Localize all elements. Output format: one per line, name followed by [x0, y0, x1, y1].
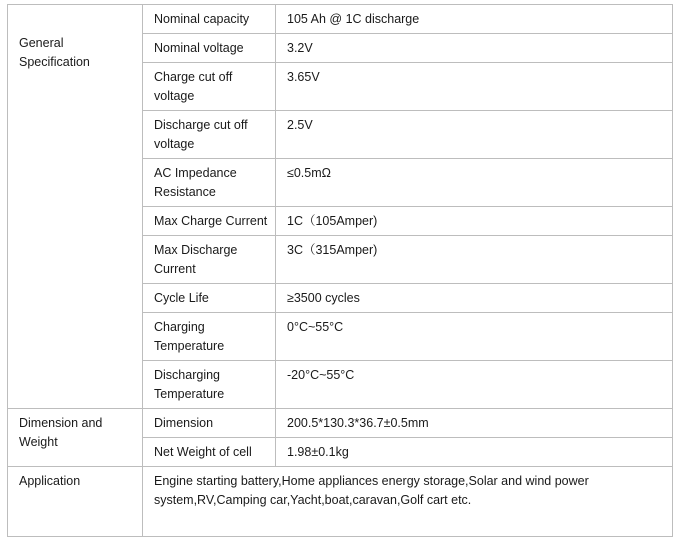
- row-label: Nominal capacity: [143, 5, 276, 34]
- application-text: Engine starting battery,Home appliances energy storage,Solar and wind power system,RV,Camping car,Yacht,boat,caravan,Golf cart etc.: [143, 467, 673, 537]
- row-value: 0°C~55°C: [276, 313, 673, 361]
- row-label: Net Weight of cell: [143, 438, 276, 467]
- row-value: 1C（105Amper): [276, 207, 673, 236]
- row-value: 200.5*130.3*36.7±0.5mm: [276, 409, 673, 438]
- row-label: Charging Temperature: [143, 313, 276, 361]
- group-general-specification: [8, 5, 143, 409]
- row-label: Nominal voltage: [143, 34, 276, 63]
- row-label: Max Discharge Current: [143, 236, 276, 284]
- row-value: 3C（315Amper): [276, 236, 673, 284]
- row-label: Discharging Temperature: [143, 361, 276, 409]
- row-label: AC Impedance Resistance: [143, 159, 276, 207]
- row-value: 3.65V: [276, 63, 673, 111]
- group-label: Application: [19, 474, 81, 488]
- row-value: -20°C~55°C: [276, 361, 673, 409]
- table-row: [8, 5, 673, 34]
- row-label: Dimension: [143, 409, 276, 438]
- row-value: 2.5V: [276, 111, 673, 159]
- row-value: ≤0.5mΩ: [276, 159, 673, 207]
- row-value: 1.98±0.1kg: [276, 438, 673, 467]
- table-row: [8, 409, 673, 438]
- row-value: ≥3500 cycles: [276, 284, 673, 313]
- group-label: General Specification: [19, 36, 90, 69]
- group-dimension-and-weight: [8, 409, 143, 467]
- group-label: Dimension and Weight: [19, 416, 103, 449]
- specification-table: [7, 4, 673, 537]
- table-row: [8, 467, 673, 537]
- row-label: Discharge cut off voltage: [143, 111, 276, 159]
- group-application: [8, 467, 143, 537]
- row-value: 3.2V: [276, 34, 673, 63]
- row-value: 105 Ah @ 1C discharge: [276, 5, 673, 34]
- row-label: Max Charge Current: [143, 207, 276, 236]
- row-label: Charge cut off voltage: [143, 63, 276, 111]
- row-label: Cycle Life: [143, 284, 276, 313]
